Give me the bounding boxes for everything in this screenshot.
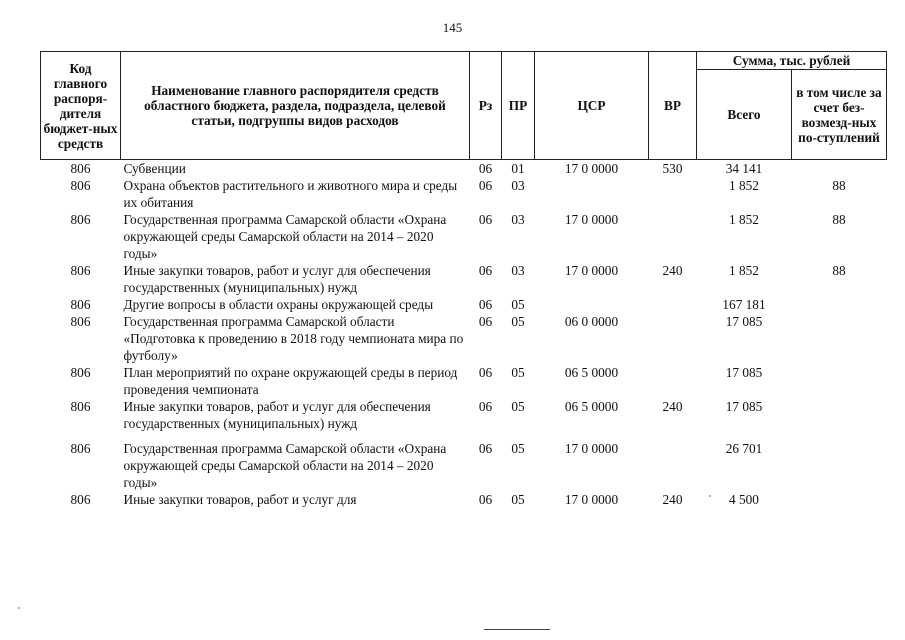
cell-rz: 06 bbox=[478, 263, 493, 278]
header-pr: ПР bbox=[502, 52, 535, 160]
cell-vr bbox=[649, 364, 697, 398]
header-vsego: Всего bbox=[697, 70, 792, 160]
header-kod: Код главного распоря-дителя бюджет-ных средств bbox=[41, 52, 121, 160]
cell-name: Государственная программа Самарской области «Подготовка к проведению в 2018 году чемпионата мира по футболу» bbox=[123, 314, 464, 363]
cell-rz: 06 bbox=[478, 314, 493, 329]
cell-vtch bbox=[792, 398, 887, 432]
cell-vr bbox=[649, 211, 697, 262]
cell-vr: 240 bbox=[662, 263, 683, 278]
table-body bbox=[41, 160, 887, 509]
cell-pr: 05 bbox=[511, 297, 525, 312]
cell-csr: 06 5 0000 bbox=[564, 399, 619, 414]
cell-name: Субвенции bbox=[123, 161, 186, 176]
scan-speck bbox=[18, 607, 20, 609]
table-row bbox=[41, 491, 887, 508]
cell-pr: 03 bbox=[511, 263, 525, 278]
cell-name: План мероприятий по охране окружающей среды в период проведения чемпионата bbox=[123, 365, 458, 397]
cell-csr: 17 0 0000 bbox=[564, 161, 619, 176]
table-row bbox=[41, 398, 887, 432]
cell-vsego: 167 181 bbox=[722, 297, 766, 312]
cell-pr: 03 bbox=[511, 212, 525, 227]
table-row bbox=[41, 432, 887, 491]
header-vr: ВР bbox=[649, 52, 697, 160]
budget-table bbox=[40, 51, 887, 508]
cell-vr: 240 bbox=[662, 399, 683, 414]
cell-kod: 806 bbox=[70, 314, 91, 329]
cell-name: Иные закупки товаров, работ и услуг для обеспечения государственных (муниципальных) нужд bbox=[123, 399, 431, 431]
cell-kod: 806 bbox=[70, 263, 91, 278]
cell-vsego: 17 085 bbox=[725, 399, 763, 414]
cell-name: Иные закупки товаров, работ и услуг для bbox=[123, 492, 357, 507]
cell-name: Охрана объектов растительного и животного мира и среды их обитания bbox=[123, 178, 458, 210]
table-row bbox=[41, 296, 887, 313]
cell-vsego: 1 852 bbox=[729, 263, 759, 278]
cell-rz: 06 bbox=[478, 399, 493, 414]
cell-name: Государственная программа Самарской области «Охрана окружающей среды Самарской области на 2014 – 2020 годы» bbox=[123, 212, 447, 261]
cell-pr: 01 bbox=[511, 161, 525, 176]
cell-csr bbox=[535, 177, 649, 211]
cell-vtch bbox=[792, 296, 887, 313]
cell-rz: 06 bbox=[478, 212, 493, 227]
cell-csr: 17 0 0000 bbox=[564, 492, 619, 507]
cell-rz: 06 bbox=[478, 178, 493, 193]
cell-pr: 05 bbox=[511, 399, 525, 414]
cell-kod: 806 bbox=[70, 178, 91, 193]
cell-kod: 806 bbox=[70, 161, 91, 176]
cell-vtch bbox=[792, 432, 887, 491]
cell-pr: 05 bbox=[511, 314, 525, 329]
table-row bbox=[41, 262, 887, 296]
table-row bbox=[41, 177, 887, 211]
cell-kod: 806 bbox=[70, 297, 91, 312]
cell-kod: 806 bbox=[70, 441, 91, 456]
cell-vr bbox=[649, 432, 697, 491]
cell-vr bbox=[649, 313, 697, 364]
cell-csr: 06 0 0000 bbox=[564, 314, 619, 329]
cell-vr: 530 bbox=[662, 161, 683, 176]
cell-vtch bbox=[792, 313, 887, 364]
cell-vtch bbox=[792, 160, 887, 178]
cell-vr: 240 bbox=[662, 492, 683, 507]
scan-speck bbox=[709, 495, 711, 497]
cell-pr: 05 bbox=[511, 492, 525, 507]
cell-csr: 17 0 0000 bbox=[564, 441, 619, 456]
cell-name: Другие вопросы в области охраны окружающей среды bbox=[123, 297, 434, 312]
cell-vsego: 1 852 bbox=[729, 178, 759, 193]
cell-csr: 06 5 0000 bbox=[564, 365, 619, 380]
cell-kod: 806 bbox=[70, 365, 91, 380]
cell-kod: 806 bbox=[70, 212, 91, 227]
header-rz: Рз bbox=[470, 52, 502, 160]
cell-name: Иные закупки товаров, работ и услуг для обеспечения государственных (муниципальных) нужд bbox=[123, 263, 431, 295]
cell-vtch: 88 bbox=[832, 212, 846, 227]
table-row bbox=[41, 160, 887, 178]
table-header bbox=[41, 52, 887, 160]
cell-kod: 806 bbox=[70, 399, 91, 414]
cell-pr: 05 bbox=[511, 441, 525, 456]
cell-vtch: 88 bbox=[832, 178, 846, 193]
cell-vtch: 88 bbox=[832, 263, 846, 278]
header-vtch: в том числе за счет без-возмезд-ных по-ступлений bbox=[792, 70, 887, 160]
cell-rz: 06 bbox=[478, 161, 493, 176]
cell-vr bbox=[649, 296, 697, 313]
cell-vsego: 4 500 bbox=[729, 492, 759, 507]
cell-name: Государственная программа Самарской области «Охрана окружающей среды Самарской области на 2014 – 2020 годы» bbox=[123, 441, 447, 490]
cell-csr bbox=[535, 296, 649, 313]
cell-pr: 05 bbox=[511, 365, 525, 380]
header-name: Наименование главного распорядителя средств областного бюджета, раздела, подраздела, целевой статьи, подгруппы видов расходов bbox=[121, 52, 470, 160]
cell-rz: 06 bbox=[478, 441, 493, 456]
cell-vsego: 17 085 bbox=[725, 365, 763, 380]
cell-pr: 03 bbox=[511, 178, 525, 193]
cell-vtch bbox=[792, 364, 887, 398]
page-number: 145 bbox=[442, 20, 463, 35]
cell-kod: 806 bbox=[70, 492, 91, 507]
cell-csr: 17 0 0000 bbox=[564, 263, 619, 278]
cell-rz: 06 bbox=[478, 297, 493, 312]
cell-rz: 06 bbox=[478, 492, 493, 507]
header-csr: ЦСР bbox=[535, 52, 649, 160]
header-sum-group: Сумма, тыс. рублей bbox=[697, 52, 887, 70]
cell-csr: 17 0 0000 bbox=[564, 212, 619, 227]
cell-vtch bbox=[792, 491, 887, 508]
cell-vsego: 26 701 bbox=[725, 441, 763, 456]
table-row bbox=[41, 364, 887, 398]
table-row bbox=[41, 211, 887, 262]
cell-vr bbox=[649, 177, 697, 211]
cell-vsego: 1 852 bbox=[729, 212, 759, 227]
cell-vsego: 17 085 bbox=[725, 314, 763, 329]
cell-rz: 06 bbox=[478, 365, 493, 380]
table-row bbox=[41, 313, 887, 364]
cell-vsego: 34 141 bbox=[725, 161, 763, 176]
footer-rule bbox=[484, 629, 550, 630]
